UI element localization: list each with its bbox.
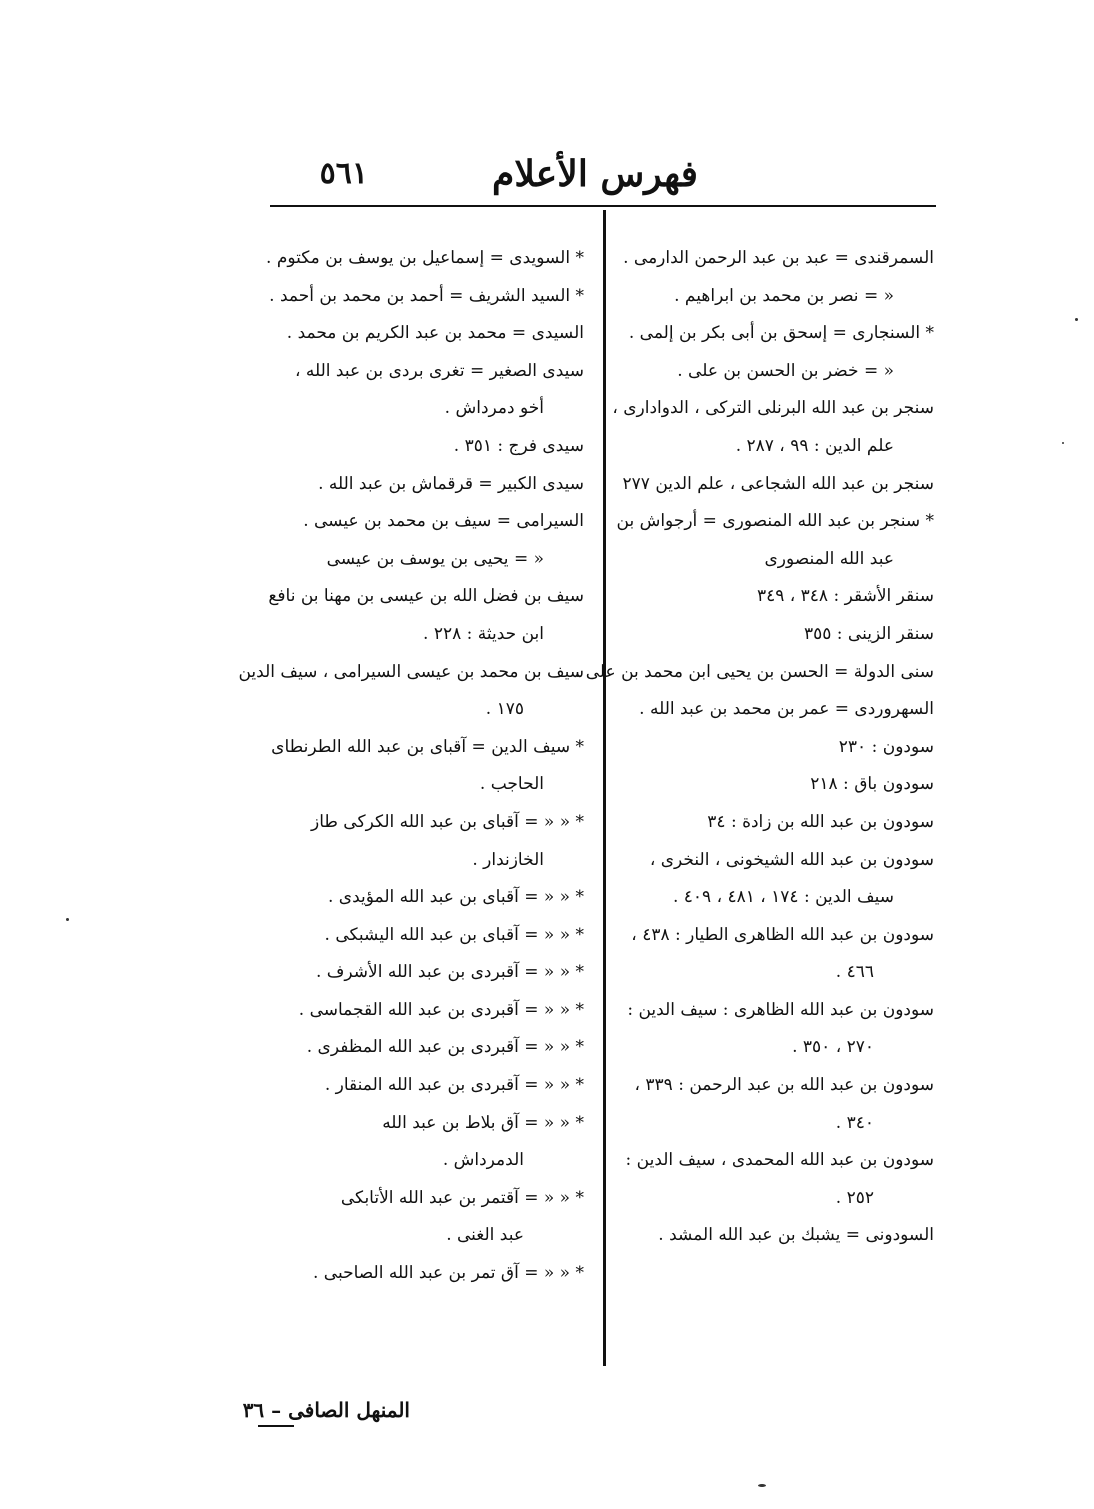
index-entry: * « « = آقتمر بن عبد الله الأتابكى	[340, 1187, 584, 1208]
index-entry: * سيف الدين = آقباى بن عبد الله الطرنطاى	[271, 736, 584, 757]
footer-signature: المنهل الصافى – ٣٦	[242, 1398, 410, 1422]
index-entry: السيدى = محمد بن عبد الكريم بن محمد .	[286, 323, 584, 344]
index-entry: سنقر الأشقر : ٣٤٨ ، ٣٤٩	[756, 586, 934, 607]
index-entry: السهروردى = عمر بن محمد بن عبد الله .	[639, 699, 934, 720]
index-entry: * « « = آقبردى بن عبد الله القجماسى .	[298, 999, 584, 1020]
scan-speck	[758, 1484, 766, 1487]
page-title: فهرس الأعلام	[492, 153, 698, 195]
index-entry: سيدى الكبير = قرقماش بن عبد الله .	[318, 473, 584, 494]
column-divider	[603, 210, 606, 1366]
index-entry: الخازندار .	[472, 849, 544, 870]
index-entry: السمرقندى = عبد بن عبد الرحمن الدارمى .	[623, 248, 934, 268]
index-entry: * السنجارى = إسحق بن أبى بكر بن إلمى .	[628, 323, 934, 344]
index-entry: سودون : ٢٣٠	[838, 736, 934, 757]
index-entry: السودونى = يشبك بن عبد الله المشد .	[658, 1225, 934, 1246]
index-entry: سودون بن عبد الله بن زادة : ٣٤	[707, 811, 934, 832]
index-entry: « = نصر بن محمد بن ابراهيم .	[674, 285, 894, 306]
index-entry: الدمرداش .	[442, 1150, 524, 1171]
index-entry: سنجر بن عبد الله البرنلى التركى ، الدوادارى ،	[612, 398, 934, 419]
index-entry: سيدى فرج : ٣٥١ .	[453, 435, 584, 456]
index-entry: ١٧٥ .	[485, 699, 524, 720]
index-entry: علم الدين : ٩٩ ، ٢٨٧ .	[735, 435, 894, 456]
index-entry: ٢٧٠ ، ٣٥٠ .	[792, 1037, 874, 1058]
index-entry: * السويدى = إسماعيل بن يوسف بن مكتوم .	[266, 248, 584, 268]
footer-underline	[258, 1425, 294, 1427]
index-entry: * « « = آقبردى بن عبد الله الأشرف .	[316, 962, 584, 983]
index-entry: * « « = آق بلاط بن عبد الله	[382, 1112, 584, 1133]
right-column	[574, 240, 934, 1255]
scan-speck	[1062, 442, 1064, 444]
index-entry: ٣٤٠ .	[835, 1112, 874, 1133]
index-entry: عبد الغنى .	[446, 1225, 524, 1246]
index-entry: سيف بن فضل الله بن عيسى بن مهنا بن نافع	[268, 586, 584, 607]
index-entry: * « « = آقباى بن عبد الله المؤيدى .	[327, 887, 584, 908]
index-entry: عبد الله المنصورى	[764, 548, 894, 569]
scan-speck	[1075, 318, 1078, 321]
index-entry: سيف بن محمد بن عيسى السيرامى ، سيف الدين	[238, 661, 584, 682]
index-entry: « = يحيى بن يوسف بن عيسى	[326, 548, 544, 569]
scan-speck	[66, 918, 69, 921]
index-entry: « = خضر بن الحسن بن على .	[677, 360, 894, 381]
index-entry: * « « = آق تمر بن عبد الله الصاحبى .	[313, 1263, 584, 1284]
index-entry: سودون بن عبد الله الشيخونى ، النخرى ،	[649, 849, 934, 870]
index-entry: * « « = آقباى بن عبد الله الكركى طاز	[310, 811, 584, 832]
index-entry: السيرامى = سيف بن محمد بن عيسى .	[303, 511, 584, 532]
index-entry: سنجر بن عبد الله الشجاعى ، علم الدين ٢٧٧	[622, 473, 934, 494]
header-divider	[270, 205, 936, 207]
index-entry: * « « = آقباى بن عبد الله اليشبكى .	[324, 924, 584, 945]
index-entry: الحاجب .	[479, 774, 544, 795]
index-entry: أخو دمرداش .	[444, 398, 544, 419]
index-entry: * « « = آقبردى بن عبد الله المظفرى .	[306, 1037, 584, 1058]
index-entry: سودون بن عبد الله الظاهرى : سيف الدين :	[627, 999, 934, 1020]
index-entry: ٢٥٢ .	[835, 1187, 874, 1208]
page-number: ٥٦١	[319, 156, 368, 191]
index-entry: ابن حديثة : ٢٢٨ .	[423, 623, 544, 644]
index-entry: سودون بن عبد الله الظاهرى الطيار : ٤٣٨ ،	[631, 924, 934, 945]
index-entry: * سنجر بن عبد الله المنصورى = أرجواش بن	[616, 511, 934, 532]
left-column	[238, 240, 584, 1293]
index-entry: سودون بن عبد الله المحمدى ، سيف الدين :	[625, 1150, 934, 1171]
index-entry: * السيد الشريف = أحمد بن محمد بن أحمد .	[269, 285, 584, 306]
index-entry: سيف الدين : ١٧٤ ، ٤٨١ ، ٤٠٩ .	[672, 887, 894, 908]
index-entry: ٤٦٦ .	[835, 962, 874, 983]
index-entry: سنقر الزينى : ٣٥٥	[803, 623, 934, 644]
index-entry: * « « = آقبردى بن عبد الله المنقار .	[324, 1075, 584, 1096]
index-entry: سودون باق : ٢١٨	[810, 774, 934, 795]
index-entry: سنى الدولة = الحسن بن يحيى ابن محمد بن على .	[574, 661, 934, 682]
index-entry: سيدى الصغير = تغرى بردى بن عبد الله ،	[294, 360, 584, 381]
index-entry: سودون بن عبد الله بن عبد الرحمن : ٣٣٩ ،	[634, 1075, 934, 1096]
